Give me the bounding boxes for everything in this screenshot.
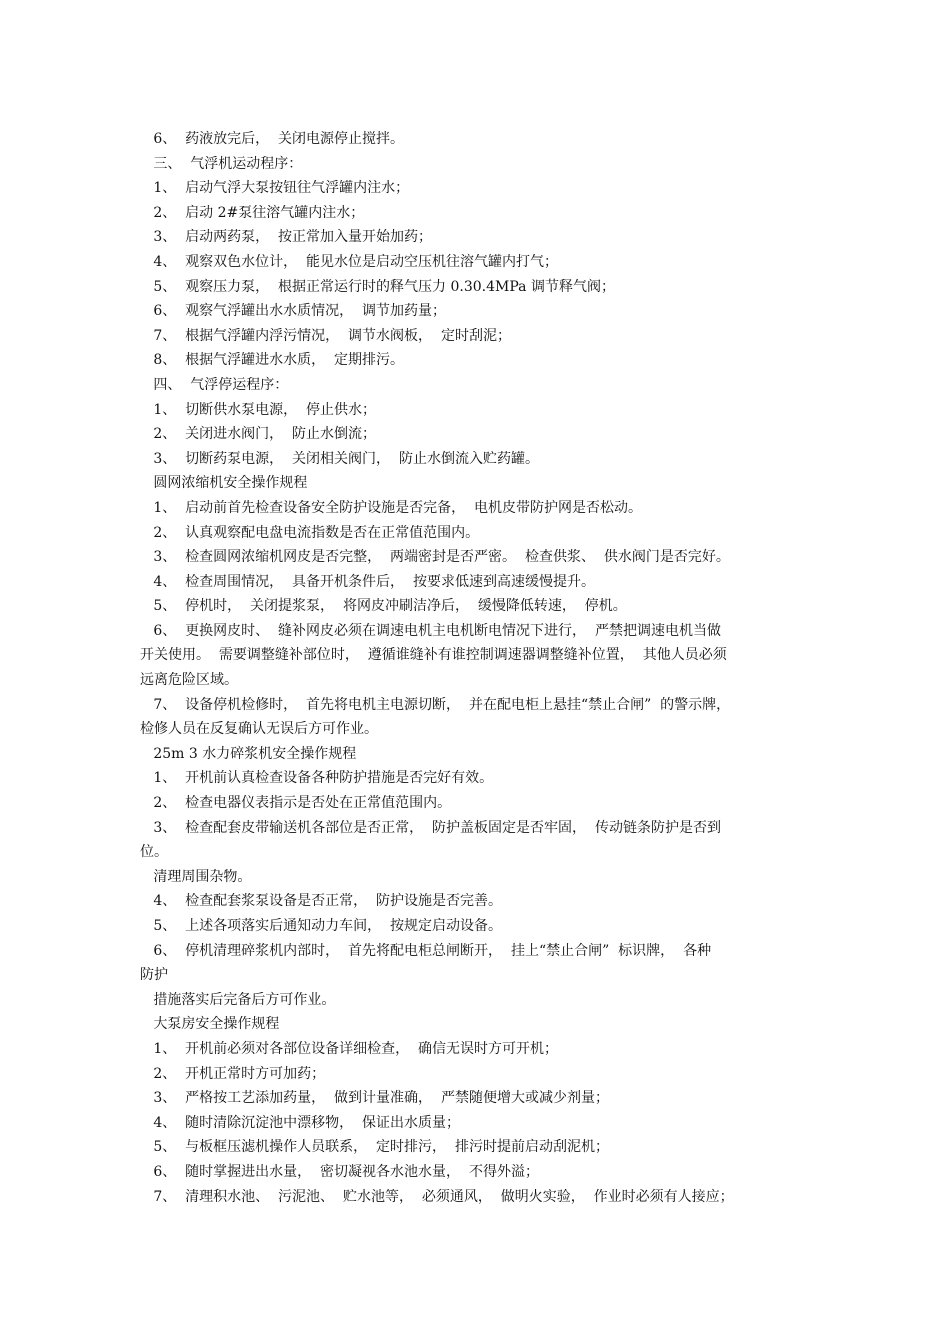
text-line: 6、 观察气浮罐出水水质情况， 调节加药量； (140, 303, 447, 320)
text-line: 4、 检查周围情况， 具备开机条件后， 按要求低速到高速缓慢提升。 (140, 573, 595, 590)
text-line: 8、 根据气浮罐进水水质， 定期排污。 (140, 352, 405, 369)
text-line: 7、 清理积水池、 污泥池、 贮水池等， 必须通风， 做明火实验， 作业时必须有人接应； (140, 1188, 734, 1205)
text-line: 1、 启动前首先检查设备安全防护设施是否完备， 电机皮带防护网是否松动。 (140, 499, 643, 516)
text-line: 4、 检查配套浆泵设备是否正常， 防护设施是否完善。 (140, 893, 503, 910)
text-line: 位。 (140, 844, 168, 861)
text-line: 清理周围杂物。 (140, 868, 252, 885)
text-line: 2、 检查电器仪表指示是否处在正常值范围内。 (140, 795, 452, 812)
text-line: 2、 开机正常时方可加药； (140, 1065, 326, 1082)
text-line: 大泵房安全操作规程 (140, 1016, 280, 1033)
text-line: 1、 开机前必须对各部位设备详细检查， 确信无误时方可开机； (140, 1040, 559, 1057)
text-line: 3、 启动两药泵， 按正常加入量开始加药； (140, 229, 433, 246)
text-line: 圆网浓缩机安全操作规程 (140, 475, 308, 492)
text-line: 2、 认真观察配电盘电流指数是否在正常值范围内。 (140, 524, 480, 541)
text-line: 7、 根据气浮罐内浮污情况， 调节水阀板， 定时刮泥； (140, 327, 511, 344)
text-line: 6、 更换网皮时、 缝补网皮必须在调速电机主电机断电情况下进行， 严禁把调速电机当做 (140, 622, 721, 639)
text-line: 2、 关闭进水阀门， 防止水倒流； (140, 426, 377, 443)
text-line: 5、 上述各项落实后通知动力车间， 按规定启动设备。 (140, 918, 503, 934)
text-line: 3、 严格按工艺添加药量， 做到计量准确， 严禁随便增大或减少剂量； (140, 1090, 609, 1107)
text-line: 远离危险区域。 (140, 672, 238, 689)
document-body (140, 127, 820, 1209)
text-line: 6、 药液放完后， 关闭电源停止搅拌。 (140, 131, 405, 147)
text-line: 四、 气浮停运程序： (140, 376, 289, 393)
text-line: 7、 设备停机检修时， 首先将电机主电源切断， 并在配电柜上悬挂“禁止合闸” 的警示牌， (140, 696, 731, 713)
text-line: 检修人员在反复确认无误后方可作业。 (140, 721, 378, 738)
text-line: 防护 (140, 967, 168, 984)
text-line: 3、 检查圆网浓缩机网皮是否完整， 两端密封是否严密。 检查供浆、 供水阀门是否完好。 (140, 549, 730, 566)
text-line: 开关使用。 需要调整缝补部位时， 遵循谁缝补有谁控制调速器调整缝补位置， 其他人员必须 (140, 647, 727, 664)
text-line: 措施落实后完备后方可作业。 (140, 991, 336, 1008)
text-line: 4、 观察双色水位计， 能见水位是启动空压机往溶气罐内打气； (140, 253, 559, 270)
text-line: 3、 切断药泵电源， 关闭相关阀门， 防止水倒流入贮药罐。 (140, 450, 539, 467)
text-line: 25m 3 水力碎浆机安全操作规程 (140, 745, 357, 762)
text-line: 2、 启动 2#泵往溶气罐内注水； (140, 204, 365, 221)
text-line: 3、 检查配套皮带输送机各部位是否正常， 防护盖板固定是否牢固， 传动链条防护是否到 (140, 819, 721, 836)
text-line: 1、 切断供水泵电源， 停止供水； (140, 401, 377, 418)
text-line: 5、 与板框压滤机操作人员联系， 定时排污， 排污时提前启动刮泥机； (140, 1139, 609, 1156)
text-line: 5、 停机时， 关闭提浆泵， 将网皮冲刷洁净后， 缓慢降低转速， 停机。 (140, 598, 627, 615)
text-line: 1、 启动气浮大泵按钮往气浮罐内注水； (140, 180, 410, 197)
text-line: 三、 气浮机运动程序： (140, 155, 303, 172)
text-line: 6、 随时掌握进出水量， 密切凝视各水池水量， 不得外溢； (140, 1163, 539, 1180)
text-line: 5、 观察压力泵， 根据正常运行时的释气压力 0.30.4MPa 调节释气阀； (140, 278, 615, 295)
text-line: 1、 开机前认真检查设备各种防护措施是否完好有效。 (140, 770, 494, 787)
text-line: 4、 随时清除沉淀池中漂移物， 保证出水质量； (140, 1114, 461, 1131)
text-line: 6、 停机清理碎浆机内部时， 首先将配电柜总闸断开， 挂上“禁止合闸” 标识牌， 各种 (140, 942, 712, 959)
